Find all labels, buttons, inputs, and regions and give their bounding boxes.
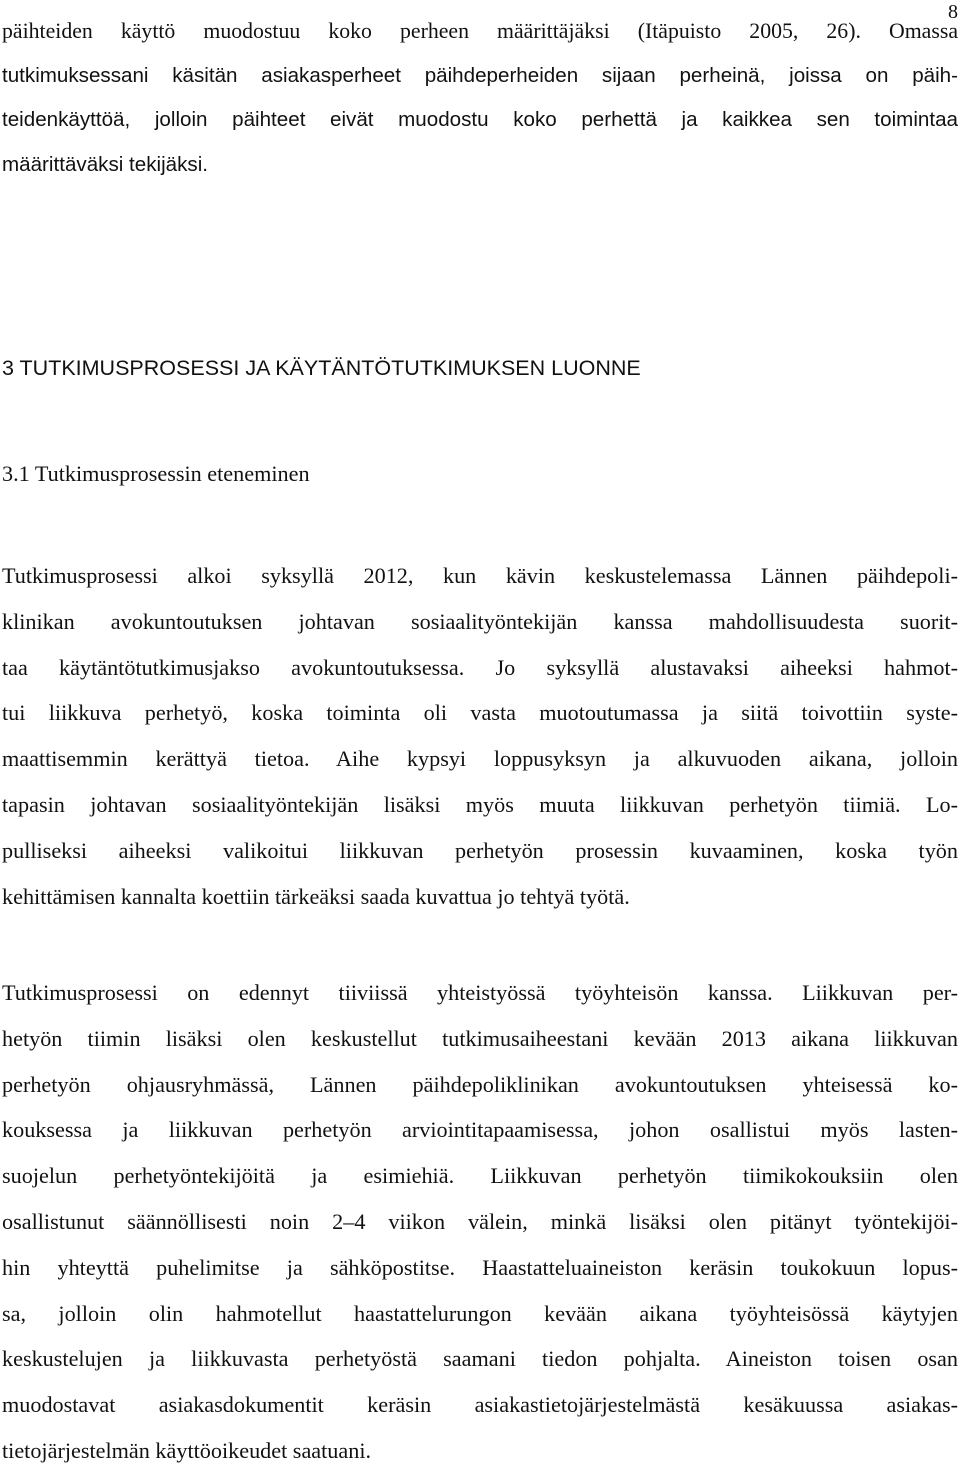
paragraph-1-line: klinikan avokuntoutuksen johtavan sosiaalityöntekijän kanssa mahdollisuudesta suorit-: [2, 608, 958, 634]
paragraph-2: [2, 970, 958, 1474]
paragraph-1-line: Tutkimusprosessi alkoi syksyllä 2012, kun kävin keskustelemassa Lännen päihdepoli-: [2, 563, 958, 588]
paragraph-2-line: muodostavat asiakasdokumentit keräsin asiakastietojärjestelmästä kesäkuussa asiakas-: [2, 1392, 958, 1418]
intro-line-4: määrittäväksi tekijäksi.: [2, 152, 208, 176]
intro-line-3: teidenkäyttöä, jolloin päihteet eivät muodostu koko perhettä ja kaikkea sen toimintaa: [2, 108, 958, 131]
intro-line-2: tutkimuksessani käsitän asiakasperheet päihdeperheiden sijaan perheinä, joissa on päih-: [2, 63, 958, 87]
paragraph-2-line: hetyön tiimin lisäksi olen keskustellut tutkimusaiheestani kevään 2013 aikana liikkuvan: [2, 1025, 958, 1051]
paragraph-1-line: pulliseksi aiheeksi valikoitui liikkuvan perhetyön prosessin kuvaaminen, koska työn: [2, 837, 958, 863]
chapter-heading: 3 TUTKIMUSPROSESSI JA KÄYTÄNTÖTUTKIMUKSEN LUONNE: [2, 356, 641, 380]
paragraph-1-line: kehittämisen kannalta koettiin tärkeäksi saada kuvattua jo tehtyä työtä.: [2, 883, 630, 909]
paragraph-2-line: sa, jolloin olin hahmotellut haastattelurungon kevään aikana työyhteisössä käytyjen: [2, 1300, 958, 1326]
paragraph-1: [2, 553, 958, 919]
paragraph-2-line: kouksessa ja liikkuvan perhetyön arviointitapaamisessa, johon osallistui myös lasten-: [2, 1117, 958, 1143]
intro-line-1: päihteiden käyttö muodostuu koko perheen määrittäjäksi (Itäpuisto 2005, 26). Omassa: [2, 19, 958, 43]
paragraph-2-line: perhetyön ohjausryhmässä, Lännen päihdepoliklinikan avokuntoutuksen yhteisessä ko-: [2, 1071, 958, 1097]
paragraph-2-line: Tutkimusprosessi on edennyt tiiviissä yhteistyössä työyhteisön kanssa. Liikkuvan per-: [2, 980, 958, 1005]
paragraph-2-line: tietojärjestelmän käyttöoikeudet saatuani.: [2, 1437, 372, 1463]
intro-paragraph: [2, 9, 958, 187]
paragraph-2-line: hin yhteyttä puhelimitse ja sähköpostitse. Haastatteluaineiston keräsin toukokuun lopus-: [2, 1254, 958, 1280]
paragraph-1-line: tapasin johtavan sosiaalityöntekijän lisäksi myös muuta liikkuvan perhetyön tiimiä. Lo-: [2, 791, 958, 817]
paragraph-2-line: osallistunut säännöllisesti noin 2–4 viikon välein, minkä lisäksi olen pitänyt työntekijöi-: [2, 1208, 958, 1234]
paragraph-2-line: suojelun perhetyöntekijöitä ja esimiehiä. Liikkuvan perhetyön tiimikokouksiin olen: [2, 1163, 958, 1189]
page-number: 8: [948, 1, 958, 23]
paragraph-1-line: tui liikkuva perhetyö, koska toiminta oli vasta muotoutumassa ja siitä toivottiin syste-: [2, 700, 958, 726]
paragraph-1-line: taa käytäntötutkimusjakso avokuntoutuksessa. Jo syksyllä alustavaksi aiheeksi hahmot-: [2, 654, 958, 680]
section-heading: 3.1 Tutkimusprosessin eteneminen: [2, 461, 310, 486]
paragraph-1-line: maattisemmin kerättyä tietoa. Aihe kypsyi loppusyksyn ja alkuvuoden aikana, jolloin: [2, 746, 958, 772]
paragraph-2-line: keskustelujen ja liikkuvasta perhetyöstä saamani tiedon pohjalta. Aineiston toisen osan: [2, 1346, 958, 1372]
